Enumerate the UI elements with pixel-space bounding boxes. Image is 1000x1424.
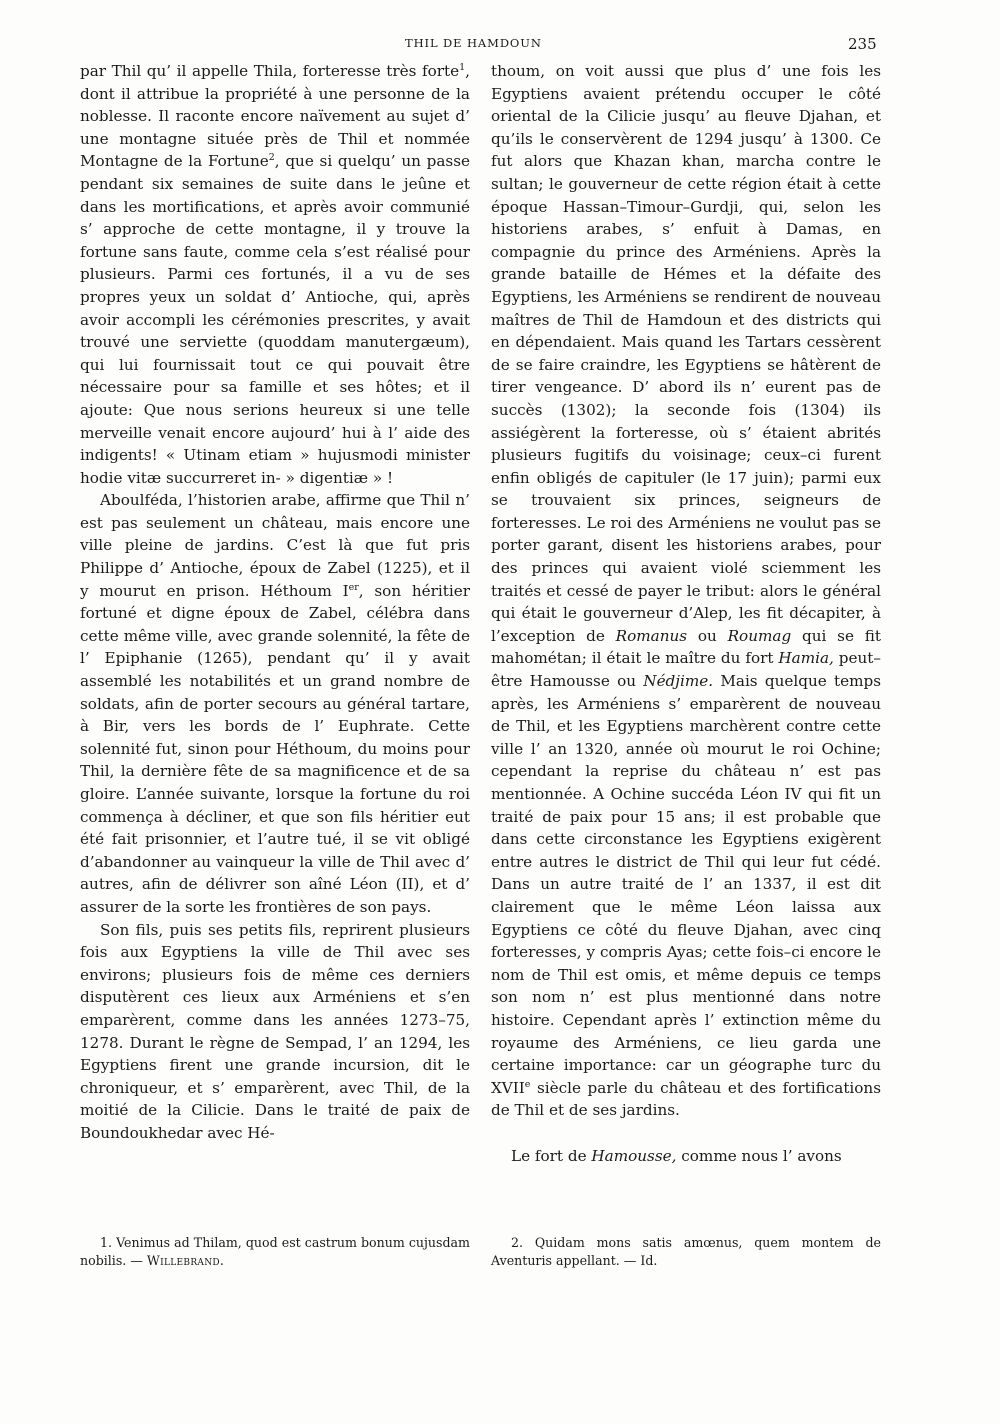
italic-name: Hamousse,: [591, 1146, 677, 1165]
superscript: er: [348, 581, 359, 593]
page-number: 235: [848, 35, 877, 53]
paragraph: [80, 489, 470, 918]
text-run: , que si quelqu’ un passe pendant six semaines de suite dans le jeûne et dans les mortifications, et après avoir communié s’ approche de cette montagne, il y trouve la fortune sans faute, comme cela s’est réalisé pour plusieurs. Parmi ces fortunés, il a vu de ses propres yeux un soldat d’ Antioche, qui, après avoir accompli les cérémonies prescrites, y avait trouvé une serviette (quoddam manutergæum), qui lui fournissait tout ce qui pouvait être nécessaire pour sa famille et ses hôtes; et il ajoute: Que nous serions heureux si une telle merveille venait encore aujourd’ hui à l’ aide des indigents! « Utinam etiam » hujusmodi minister hodie vitæ succurreret in- » digentiæ » !: [80, 152, 470, 487]
text-run: Mais quelque temps après, les Arméniens s’ emparèrent de nouveau de Thil, et les Egyptiens marchèrent contre cette ville l’ an 1320, année où mourut le roi Ochine; cependant la reprise du château n’ est pas mentionnée. A Ochine succéda Léon IV qui fit un traité de paix pour 15 ans; il est probable que dans cette circonstance les Egyptiens exigèrent entre autres le district de Thil qui leur fut cédé. Dans un autre traité de l’ an 1337, il est dit clairement que le même Léon laissa aux Egyptiens ce côté du fleuve Djahan, avec cinq forteresses, y compris Ayas; cette fois–ci encore le nom de Thil est omis, et même depuis ce temps son nom n’ est plus mentionné dans notre histoire. Cependant après l’ extinction même du royaume des Arméniens, ce lieu garda une certaine importance: car un géographe turc du XVII: [491, 672, 881, 1097]
superscript: e: [524, 1078, 531, 1090]
footnote-2: [491, 1234, 881, 1270]
paragraph: Son fils, puis ses petits fils, reprirent plusieurs fois aux Egyptiens la ville de Thil avec ses environs; plusieurs fois de même ces derniers disputèrent ces lieux aux Arméniens et s’en emparèrent, comme dans les années 1273–75, 1278. Durant le règne de Sempad, l’ an 1294, les Egyptiens firent une grande incursion, dit le chroniqueur, et s’ emparèrent, avec Thil, de la moitié de la Cilicie. Dans le traité de paix de Boundoukhedar avec Hé-: [80, 920, 470, 1142]
text-run: Le fort de: [511, 1146, 592, 1165]
text-run: , dont il attribue la propriété à une personne de la noblesse. Il raconte encore naïvement au sujet d’ une montagne située près de Thil et nommée Montagne de la Fortune: [80, 62, 470, 171]
italic-name: Hamia,: [778, 649, 834, 668]
paragraph: [491, 1145, 881, 1168]
left-column: [80, 60, 470, 1145]
italic-name: Romanus: [615, 626, 688, 645]
footnote-1: [80, 1234, 470, 1270]
footnote-ref-2: 2: [268, 152, 275, 164]
text-run: Aboulféda, l’historien arabe, affirme que Thil n’ est pas seulement un château, mais encore une ville pleine de jardins. C’est là que fut pris Philippe d’ Antioche, époux de Zabel (1225), et il y mourut en prison. Héthoum I: [80, 491, 470, 600]
text-run: siècle parle du château et des fortifications de Thil et de ses jardins.: [491, 1078, 881, 1120]
footnote-text: [80, 1234, 470, 1270]
italic-name: Nédjime.: [643, 672, 714, 691]
running-head: [0, 36, 1000, 52]
paragraph: [491, 60, 881, 1122]
text-run: peut–être Hamousse ou: [491, 649, 881, 691]
footnote-text: 2. Quidam mons satis amœnus, quem montem de Aventuris appellant. — Id.: [491, 1235, 881, 1268]
running-title: THIL DE HAMDOUN: [405, 36, 542, 50]
paragraph-gap: [491, 1122, 881, 1145]
right-column: [491, 60, 881, 1168]
text-run: par Thil qu’ il appelle Thila, forteresse très forte: [80, 62, 460, 80]
italic-name: Roumag: [727, 626, 792, 645]
text-run: thoum, on voit aussi que plus d’ une fois les Egyptiens avaient prétendu occuper le côté oriental de la Cilicie jusqu’ au fleuve Djahan, et qu’ils le conservèrent de 1294 jusqu’ à 1300. Ce fut alors que Khazan khan, marcha contre le sultan; le gouverneur de cette région était à cette époque Hassan–Timour–Gurdji, qui, selon les historiens arabes, s’ enfuit à Damas, en compagnie du prince des Arméniens. Après la grande bataille de Hémes et la défaite des Egyptiens, les Arméniens se rendirent de nouveau maîtres de Thil de Hamdoun et des districts qui en dépendaient. Mais quand les Tartars cessèrent de se faire craindre, les Egyptiens se hâtèrent de tirer vengeance. D’ abord ils n’ eurent pas de succès (1302); la seconde fois (1304) ils assiégèrent la forteresse, où s’ étaient abrités plusieurs fugitifs du voisinage; ceux–ci furent enfin obligés de capituler (le 17 juin); parmi eux se trouvaient six princes, seigneurs de forteresses. Le roi des Arméniens ne voulut pas se porter garant, disent les historiens arabes, pour des princes qui avaient violé sciemment les traités et cessé de payer le tribut: alors le général qui était le gouverneur d’Alep, les fit décapiter, à l’exception de: [491, 62, 881, 645]
text-run: comme nous l’ avons: [676, 1146, 842, 1165]
footnote-ref-1: 1: [459, 61, 466, 73]
text-run: qui se fit mahométan; il était le maître du fort: [491, 626, 881, 668]
text-run: 1. Venimus ad Thilam, quod est castrum bonum cujusdam nobilis. —: [80, 1235, 470, 1268]
paragraph: [80, 60, 470, 489]
text-run: , son héritier fortuné et digne époux de Zabel, célébra dans cette même ville, avec grande solennité, la fête de l’ Epiphanie (1265), pendant qu’ il y avait assemblé les notabilités et un grand nombre de soldats, afin de porter secours au général tartare, à Bir, vers les bords de l’ Euphrate. Cette solennité fut, sinon pour Héthoum, du moins pour Thil, la dernière fête de sa magnificence et de sa gloire. L’année suivante, lorsque la fortune du roi commença à décliner, et que son fils héritier eut été fait prisonnier, et l’autre tué, il se vit obligé d’abandonner au vainqueur la ville de Thil avec d’ autres, afin de délivrer son aîné Léon (II), et d’ assurer de la sorte les frontières de son pays.: [80, 581, 470, 916]
footnote-author: Willebrand.: [146, 1253, 225, 1268]
text-run: ou: [687, 626, 728, 645]
